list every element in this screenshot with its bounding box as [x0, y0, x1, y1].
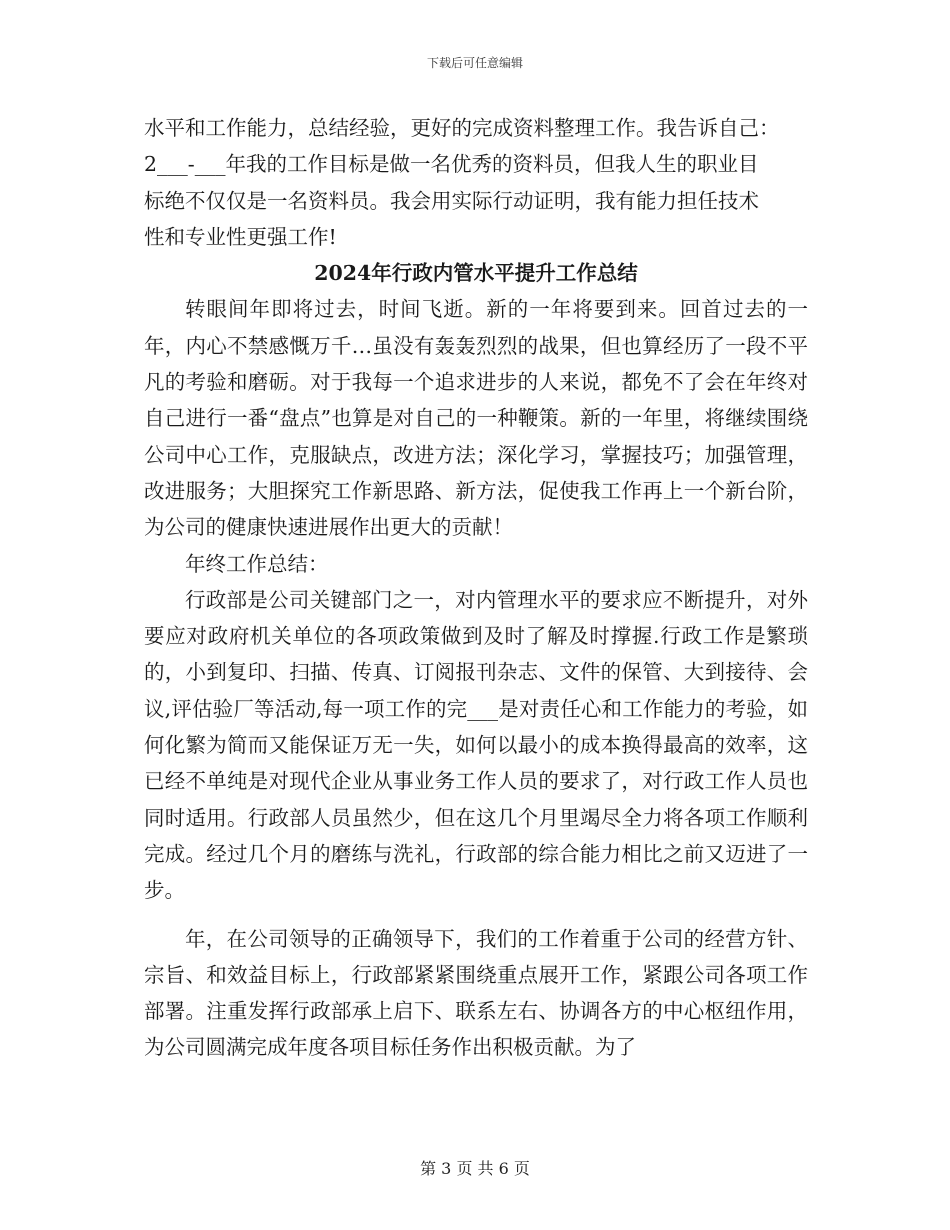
- paragraph-year-work: 年，在公司领导的正确领导下，我们的工作着重于公司的经营方针、宗旨、和效益目标上，行政部紧紧围绕重点展开工作，紧跟公司各项工作部署。注重发挥行政部承上启下、联系左右、协调各方的中心枢纽作用，为公司圆满完成年度各项目标任务作出积极贡献。为了: [144, 926, 808, 1060]
- continuation-line-1: 水平和工作能力，总结经验，更好的完成资料整理工作。我告诉自己：: [144, 116, 780, 140]
- paragraph-summary-label: 年终工作总结：: [185, 551, 329, 576]
- page-number: 第 3 页 共 6 页: [420, 1159, 530, 1178]
- continuation-line-4: 性和专业性更强工作!: [144, 224, 337, 249]
- continuation-line-3: 标绝不仅仅是一名资料员。我会用实际行动证明，我有能力担任技术: [144, 188, 759, 213]
- page-header: 下载后可任意编辑: [426, 56, 523, 70]
- document-body: [144, 110, 808, 1066]
- continuation-line-2: 2___-___年我的工作目标是做一名优秀的资料员，但我人生的职业目: [144, 152, 759, 177]
- paragraph-admin-dept: 行政部是公司关键部门之一，对内管理水平的要求应不断提升，对外要应对政府机关单位的各项政策做到及时了解及时撑握.行政工作是繁琐的，小到复印、扫描、传真、订阅报刊杂志、文件的保管、大到接待、会议,评估验厂等活动,每一项工作的完___是对责任心和工作能力的考验，如何化繁为简而又能保证万无一失，如何以最小的成本换得最高的效率，这已经不单纯是对现代企业从事业务工作人员的要求了，对行政工作人员也同时适用。行政部人员虽然少，但在这几个月里竭尽全力将各项工作顺利完成。经过几个月的磨练与洗礼，行政部的综合能力相比之前又迈进了一步。: [144, 587, 808, 903]
- document-title: 2024年行政内管水平提升工作总结: [314, 261, 638, 286]
- paragraph-intro: 转眼间年即将过去，时间飞逝。新的一年将要到来。回首过去的一年，内心不禁感慨万千…虽没有轰轰烈烈的战果，但也算经历了一段不平凡的考验和磨砺。对于我每一个追求进步的人来说，都免不了会在年终对自己进行一番“盘点”也算是对自己的一种鞭策。新的一年里，将继续围绕公司中心工作，克服缺点，改进方法；深化学习，掌握技巧；加强管理，改进服务；大胆探究工作新思路、新方法，促使我工作再上一个新台阶，为公司的健康快速进展作出更大的贡献！: [144, 297, 808, 540]
